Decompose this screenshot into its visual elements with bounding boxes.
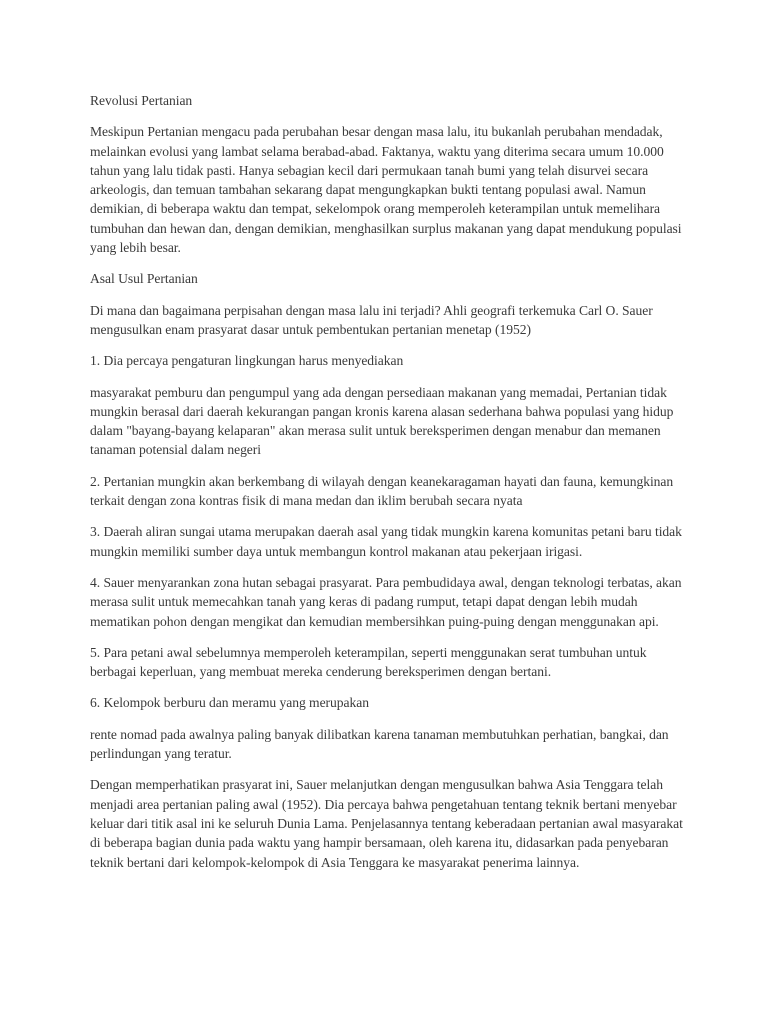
paragraph-continuation-1: masyarakat pemburu dan pengumpul yang ada dengan persediaan makanan yang memadai, Pertanian tidak mungkin berasal dari daerah kekurangan pangan kronis karena alasan sederhana bahwa populasi yang hidup dalam "bayang-bayang kelaparan" akan merasa sulit untuk bereksperimen dengan menabur dan memanen tanaman potensial dalam negeri bbox=[90, 384, 674, 458]
paragraph-question: Di mana dan bagaimana perpisahan dengan masa lalu ini terjadi? Ahli geografi terkemuka Carl O. Sauer mengusulkan enam prasyarat dasar untuk pembentukan pertanian menetap (1952) bbox=[90, 302, 653, 337]
paragraph-conclusion: Dengan memperhatikan prasyarat ini, Sauer melanjutkan dengan mengusulkan bahwa Asia Tenggara telah menjadi area pertanian paling awal (1952). Dia percaya bahwa pengetahuan tentang teknik bertani menyebar keluar dari titik asal ini ke seluruh Dunia Lama. Penjelasannya tentang keberadaan pertanian awal masyarakat di beberapa bagian dunia pada waktu yang hampir bersamaan, oleh karena itu, didasarkan pada penyebaran teknik bertani dari kelompok-kelompok di Asia Tenggara ke masyarakat penerima lainnya. bbox=[90, 777, 683, 870]
document-body bbox=[90, 91, 690, 884]
list-item-5: 5. Para petani awal sebelumnya memperoleh keterampilan, seperti menggunakan serat tumbuhan untuk berbagai keperluan, yang membuat mereka cenderung bereksperimen dengan bertani. bbox=[90, 644, 647, 680]
list-item-3: 3. Daerah aliran sungai utama merupakan daerah asal yang tidak mungkin karena komunitas petani baru tidak mungkin memiliki sumber daya untuk membangun kontrol makanan atau pekerjaan irigasi. bbox=[90, 524, 682, 559]
list-item-2: 2. Pertanian mungkin akan berkembang di wilayah dengan keanekaragaman hayati dan fauna, kemungkinan terkait dengan zona kontras fisik di mana medan dan iklim berubah secara nyata bbox=[90, 473, 674, 509]
paragraph-intro: Meskipun Pertanian mengacu pada perubahan besar dengan masa lalu, itu bukanlah perubahan mendadak, melainkan evolusi yang lambat selama berabad-abad. Faktanya, waktu yang diterima secara umum 10.000 tahun yang lalu tidak pasti. Hanya sebagian kecil dari permukaan tanah bumi yang telah disurvei secara arkeologis, dan temuan tambahan sekarang dapat mengungkapkan bukti tentang populasi awal. Namun demikian, di beberapa waktu dan tempat, sekelompok orang memperoleh keterampilan untuk memelihara tumbuhan dan hewan dan, dengan demikian, menghasilkan surplus makanan yang dapat mendukung populasi yang lebih besar. bbox=[90, 124, 682, 256]
page-title: Revolusi Pertanian bbox=[90, 93, 193, 108]
section-heading: Asal Usul Pertanian bbox=[90, 271, 198, 287]
list-item-6: 6. Kelompok berburu dan meramu yang merupakan bbox=[90, 695, 369, 711]
list-item-1: 1. Dia percaya pengaturan lingkungan harus menyediakan bbox=[90, 353, 404, 369]
list-item-4: 4. Sauer menyarankan zona hutan sebagai prasyarat. Para pembudidaya awal, dengan teknologi terbatas, akan merasa sulit untuk memecahkan tanah yang keras di padang rumput, tetapi dapat dengan lebih mudah mematikan pohon dengan mengikat dan kemudian membersihkan puing-puing dengan menggunakan api. bbox=[90, 574, 682, 629]
paragraph-continuation-6: rente nomad pada awalnya paling banyak dilibatkan karena tanaman membutuhkan perhatian, bangkai, dan perlindungan yang teratur. bbox=[90, 726, 669, 762]
